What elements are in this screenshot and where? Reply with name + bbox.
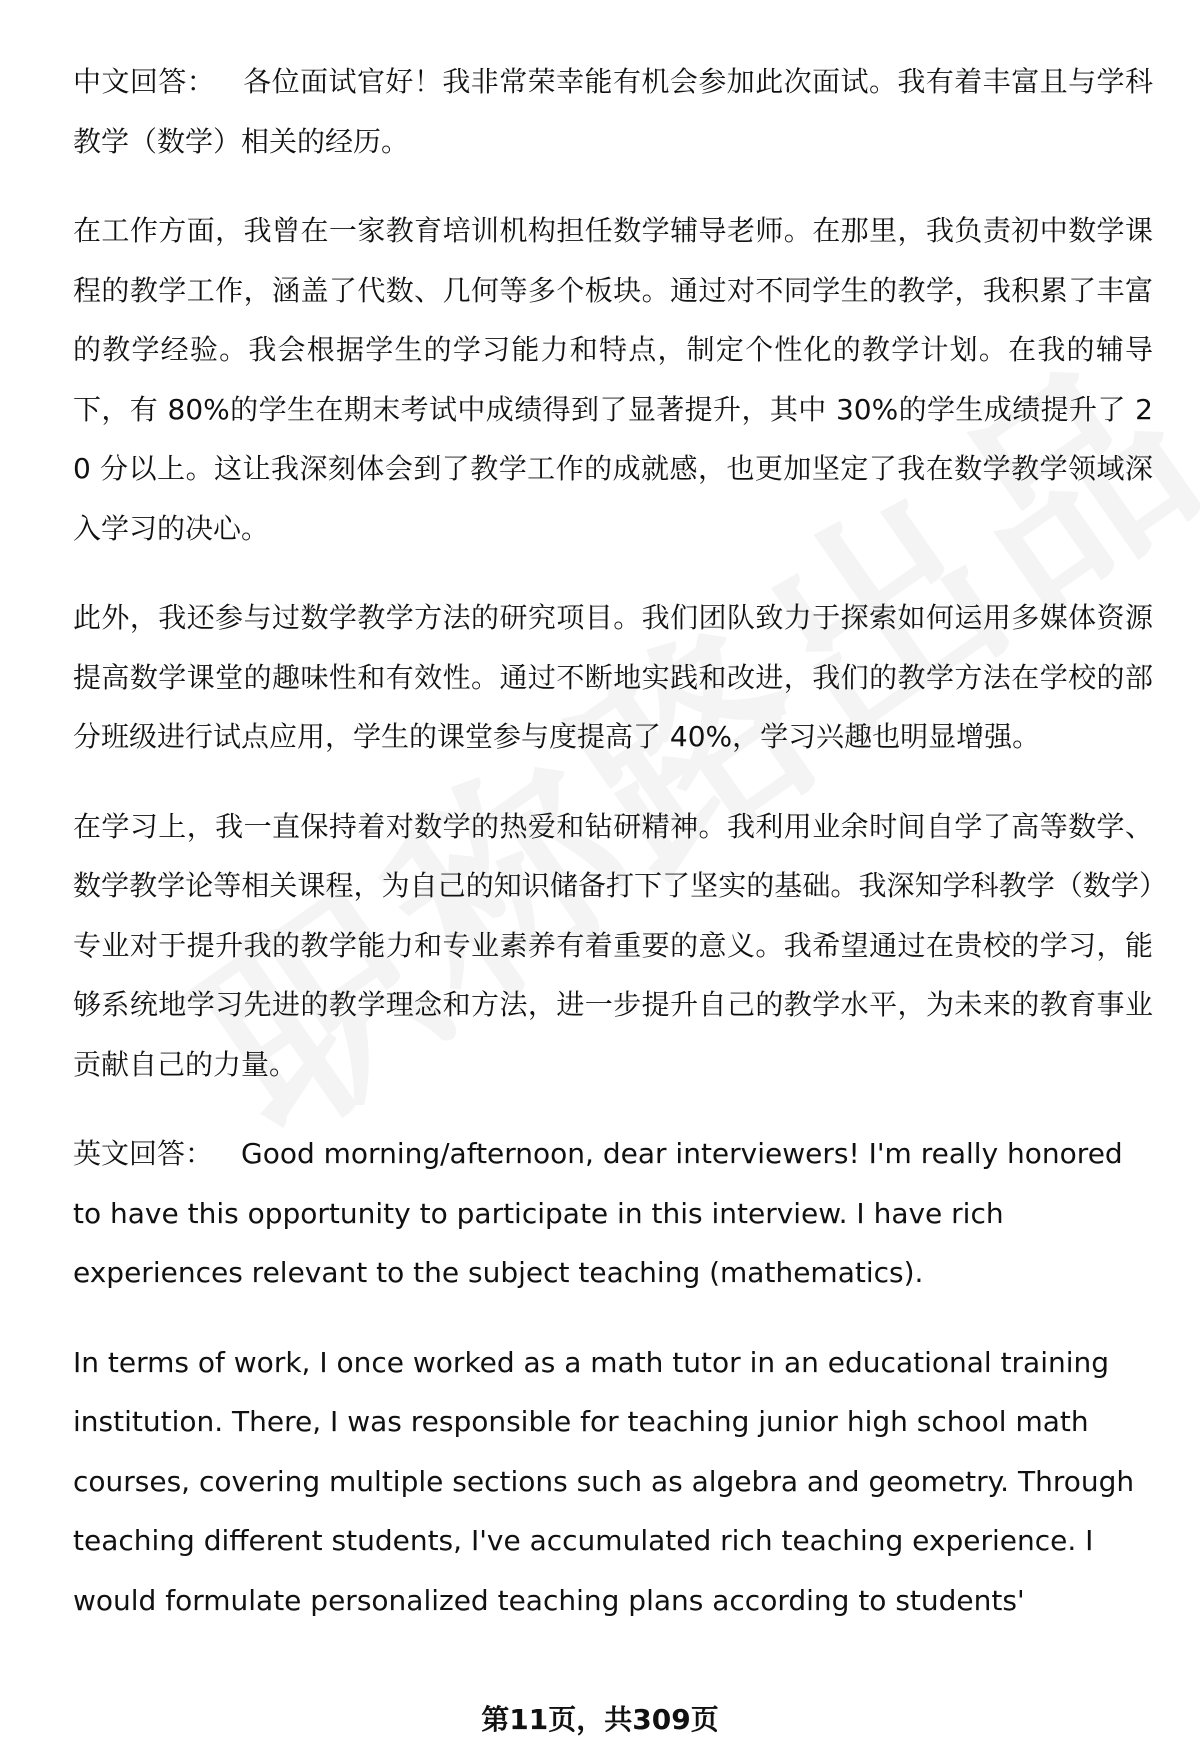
paragraph-english-work [73, 1333, 1153, 1631]
paragraph-research-project [73, 588, 1153, 767]
page-number-footer: 第11页，共309页 [481, 1703, 719, 1736]
english-answer-label: 英文回答： [73, 1137, 214, 1170]
paragraph-study [73, 797, 1153, 1095]
paragraph-text: Good morning/afternoon, dear interviewers! I'm really honored to have this opportunity to participate in this interview. I have rich experiences relevant to the subject teaching (mathematics). [73, 1137, 1123, 1289]
paragraph-work-experience [73, 201, 1153, 558]
paragraph-chinese-intro [73, 52, 1153, 171]
paragraph-text: 在学习上，我一直保持着对数学的热爱和钻研精神。我利用业余时间自学了高等数学、数学教学论等相关课程，为自己的知识储备打下了坚实的基础。我深知学科教学（数学）专业对于提升我的教学能力和专业素养有着重要的意义。我希望通过在贵校的学习，能够系统地学习先进的教学理念和方法，进一步提升自己的教学水平，为未来的教育事业贡献自己的力量。 [73, 809, 1153, 1081]
paragraph-text: 此外，我还参与过数学教学方法的研究项目。我们团队致力于探索如何运用多媒体资源提高数学课堂的趣味性和有效性。通过不断地实践和改进，我们的教学方法在学校的部分班级进行试点应用，学生的课堂参与度提高了 40%，学习兴趣也明显增强。 [73, 601, 1153, 753]
paragraph-text: 各位面试官好！我非常荣幸能有机会参加此次面试。我有着丰富且与学科教学（数学）相关的经历。 [73, 65, 1153, 158]
chinese-answer-label: 中文回答： [73, 65, 216, 98]
paragraph-text: 在工作方面，我曾在一家教育培训机构担任数学辅导老师。在那里，我负责初中数学课程的教学工作，涵盖了代数、几何等多个板块。通过对不同学生的教学，我积累了丰富的教学经验。我会根据学生的学习能力和特点，制定个性化的教学计划。在我的辅导下，有 80%的学生在期末考试中成绩得到了显著提升，其中 30%的学生成绩提升了 20 分以上。这让我深刻体会到了教学工作的成就感，也更加坚定了我在数学教学领域深入学习的决心。 [73, 214, 1153, 545]
paragraph-english-intro [73, 1124, 1153, 1303]
paragraph-text: In terms of work, I once worked as a math tutor in an educational training institution. There, I was responsible for teaching junior high school math courses, covering multiple sections such as algebra and geometry. Through teaching different students, I've accumulated rich teaching experience. I would formulate personalized teaching plans according to students' [73, 1345, 1135, 1617]
document-body [73, 52, 1153, 1660]
